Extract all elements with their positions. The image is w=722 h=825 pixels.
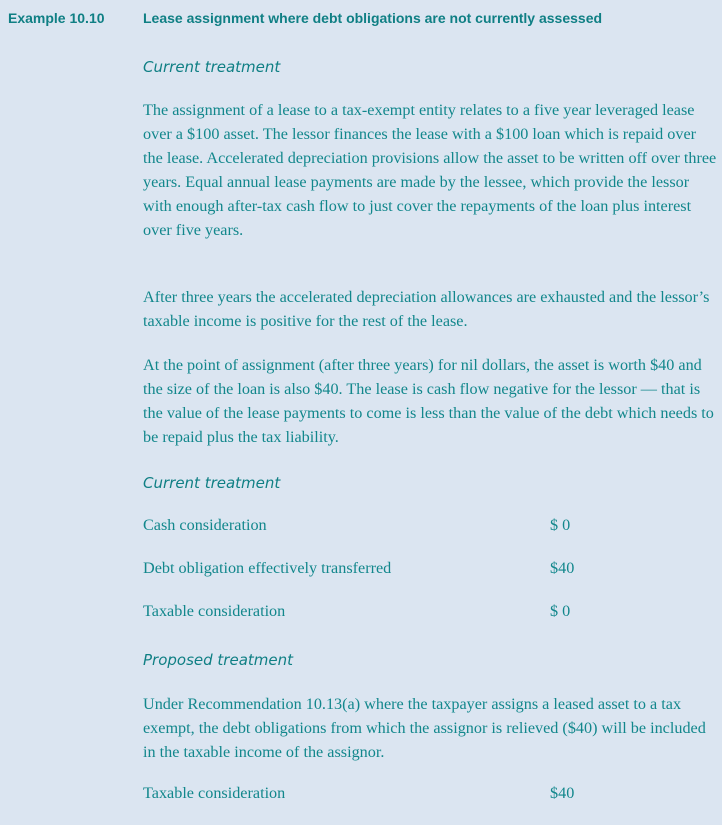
row-value-taxable-proposed: $40: [550, 784, 575, 802]
example-label: Example 10.10: [8, 10, 105, 26]
paragraph-recommendation: Under Recommendation 10.13(a) where the taxpayer assigns a leased asset to a tax exempt, the debt obligations from which the assignor is relieved ($40) will be included in the taxable income of the assignor.: [143, 695, 706, 761]
row-value-cash: $ 0: [550, 516, 571, 534]
row-label-cash: Cash consideration: [143, 516, 267, 534]
row-label-taxable-proposed: Taxable consideration: [143, 784, 286, 802]
example-title: Lease assignment where debt obligations are not currently assessed: [143, 10, 603, 26]
section-heading-current-2: Current treatment: [143, 474, 281, 492]
paragraph-lease-description: The assignment of a lease to a tax-exempt entity relates to a five year leveraged lease over a $100 asset. The lessor finances the lease with a $100 loan which is repaid over the lease. Accelerated depreciation provisions allow the asset to be written off over three years. Equal annual lease payments are made by the lessee, which provide the lessor with enough after-tax cash flow to just cover the repayments of the loan plus interest over five years.: [143, 101, 717, 239]
row-label-taxable: Taxable consideration: [143, 602, 286, 620]
row-label-debt: Debt obligation effectively transferred: [143, 559, 392, 577]
section-heading-current: Current treatment: [143, 58, 281, 76]
paragraph-assignment: At the point of assignment (after three years) for nil dollars, the asset is worth $40 and the size of the loan is also $40. The lease is cash flow negative for the lessor — that is the value of the lease payments to come is less than the value of the debt which needs to be repaid plus the tax liability.: [143, 356, 714, 446]
row-value-taxable: $ 0: [550, 602, 571, 620]
paragraph-depreciation: After three years the accelerated depreciation allowances are exhausted and the lessor’s taxable income is positive for the rest of the lease.: [143, 288, 710, 330]
section-heading-proposed: Proposed treatment: [143, 651, 293, 669]
row-value-debt: $40: [550, 559, 575, 577]
